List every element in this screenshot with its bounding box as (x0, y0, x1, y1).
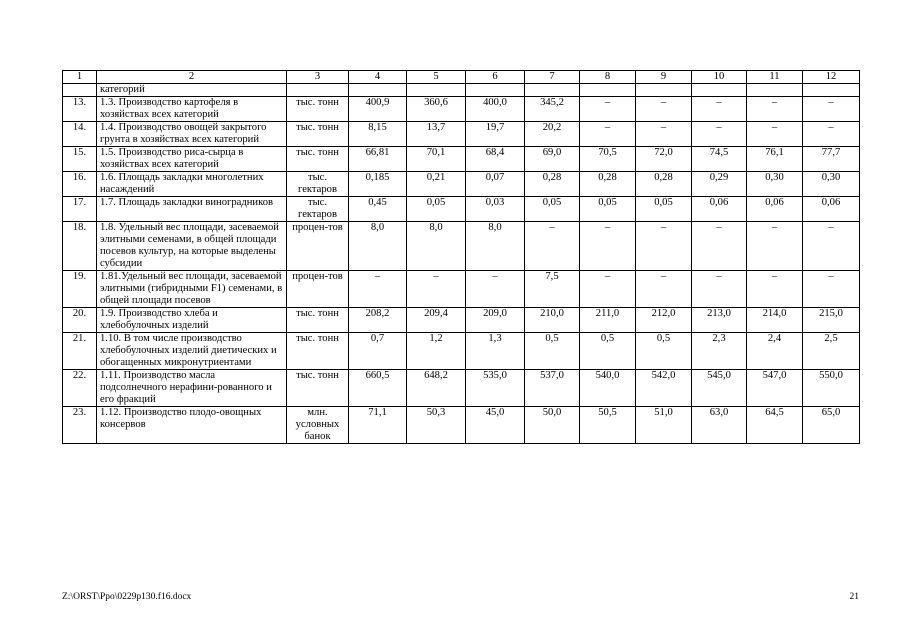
value-cell: – (803, 97, 860, 122)
table-row (63, 370, 860, 407)
value-cell: 65,0 (803, 407, 860, 444)
value-cell: 2,5 (803, 333, 860, 370)
indicator-name: 1.6. Площадь закладки многолетних насаждений (97, 172, 287, 197)
table-cell (63, 84, 97, 97)
indicator-name: 1.10. В том числе производство хлебобулочных изделий диетических и обогащенных микронутриентами (97, 333, 287, 370)
value-cell: 0,7 (349, 333, 407, 370)
value-cell: 7,5 (525, 271, 580, 308)
continuation-row (63, 84, 860, 97)
value-cell: 70,5 (580, 147, 636, 172)
value-cell: 70,1 (407, 147, 466, 172)
value-cell: – (580, 271, 636, 308)
value-cell: 50,5 (580, 407, 636, 444)
table-row (63, 308, 860, 333)
value-cell: 8,0 (349, 222, 407, 271)
value-cell: 19,7 (466, 122, 525, 147)
value-cell: 71,1 (349, 407, 407, 444)
value-cell: 550,0 (803, 370, 860, 407)
value-cell: – (747, 122, 803, 147)
value-cell: – (349, 271, 407, 308)
table-row (63, 147, 860, 172)
value-cell: 1,3 (466, 333, 525, 370)
value-cell: – (692, 97, 747, 122)
value-cell: – (692, 222, 747, 271)
value-cell: 400,0 (466, 97, 525, 122)
value-cell: 74,5 (692, 147, 747, 172)
value-cell: – (692, 271, 747, 308)
table-row (63, 172, 860, 197)
value-cell: 0,185 (349, 172, 407, 197)
header-cell: 4 (349, 71, 407, 84)
value-cell: – (525, 222, 580, 271)
header-cell: 3 (287, 71, 349, 84)
header-cell: 6 (466, 71, 525, 84)
value-cell: 0,05 (580, 197, 636, 222)
unit-cell: тыс. тонн (287, 147, 349, 172)
row-number: 15. (63, 147, 97, 172)
page-number: 21 (849, 592, 859, 602)
indicator-name: 1.81.Удельный вес площади, засеваемой элитными (гибридными F1) семенами, в общей площади посевов (97, 271, 287, 308)
value-cell: 2,4 (747, 333, 803, 370)
value-cell: 69,0 (525, 147, 580, 172)
row-number: 20. (63, 308, 97, 333)
table-row (63, 222, 860, 271)
value-cell: – (747, 97, 803, 122)
value-cell: 72,0 (636, 147, 692, 172)
table-row (63, 407, 860, 444)
header-cell: 7 (525, 71, 580, 84)
value-cell: 0,03 (466, 197, 525, 222)
value-cell: 20,2 (525, 122, 580, 147)
value-cell: 66,81 (349, 147, 407, 172)
header-cell: 5 (407, 71, 466, 84)
table-cell (349, 84, 407, 97)
value-cell: 0,06 (692, 197, 747, 222)
header-cell: 1 (63, 71, 97, 84)
value-cell: 0,06 (747, 197, 803, 222)
value-cell: 208,2 (349, 308, 407, 333)
indicator-name: 1.9. Производство хлеба и хлебобулочных изделий (97, 308, 287, 333)
indicators-table (62, 70, 860, 444)
table-cell (747, 84, 803, 97)
value-cell: 1,2 (407, 333, 466, 370)
table-row (63, 97, 860, 122)
value-cell: – (407, 271, 466, 308)
value-cell: – (466, 271, 525, 308)
value-cell: 8,0 (407, 222, 466, 271)
table-row (63, 122, 860, 147)
value-cell: – (747, 271, 803, 308)
value-cell: 545,0 (692, 370, 747, 407)
value-cell: 64,5 (747, 407, 803, 444)
header-cell: 12 (803, 71, 860, 84)
value-cell: – (692, 122, 747, 147)
value-cell: 0,28 (580, 172, 636, 197)
value-cell: 0,05 (407, 197, 466, 222)
value-cell: 0,5 (580, 333, 636, 370)
header-cell: 10 (692, 71, 747, 84)
value-cell: 0,30 (747, 172, 803, 197)
unit-cell: тыс. тонн (287, 97, 349, 122)
value-cell: 660,5 (349, 370, 407, 407)
value-cell: 537,0 (525, 370, 580, 407)
value-cell: 345,2 (525, 97, 580, 122)
unit-cell: процен-тов (287, 271, 349, 308)
value-cell: – (803, 271, 860, 308)
row-number: 14. (63, 122, 97, 147)
value-cell: 0,07 (466, 172, 525, 197)
value-cell: 8,0 (466, 222, 525, 271)
header-cell: 11 (747, 71, 803, 84)
value-cell: – (636, 222, 692, 271)
table-cell (803, 84, 860, 97)
row-number: 17. (63, 197, 97, 222)
row-number: 23. (63, 407, 97, 444)
row-number: 19. (63, 271, 97, 308)
value-cell: – (636, 271, 692, 308)
value-cell: 360,6 (407, 97, 466, 122)
value-cell: 45,0 (466, 407, 525, 444)
row-number: 13. (63, 97, 97, 122)
value-cell: 213,0 (692, 308, 747, 333)
value-cell: 542,0 (636, 370, 692, 407)
table-cell (580, 84, 636, 97)
continuation-text: категорий (97, 84, 287, 97)
value-cell: 50,3 (407, 407, 466, 444)
value-cell: 0,05 (525, 197, 580, 222)
row-number: 18. (63, 222, 97, 271)
indicator-name: 1.12. Производство плодо-овощных консервов (97, 407, 287, 444)
row-number: 22. (63, 370, 97, 407)
value-cell: 214,0 (747, 308, 803, 333)
table-cell (636, 84, 692, 97)
indicator-name: 1.3. Производство картофеля в хозяйствах всех категорий (97, 97, 287, 122)
value-cell: 0,28 (636, 172, 692, 197)
value-cell: – (803, 222, 860, 271)
unit-cell: тыс. тонн (287, 308, 349, 333)
value-cell: – (580, 122, 636, 147)
value-cell: 0,06 (803, 197, 860, 222)
value-cell: – (636, 97, 692, 122)
value-cell: 400,9 (349, 97, 407, 122)
table-row (63, 197, 860, 222)
value-cell: – (580, 97, 636, 122)
value-cell: 0,5 (525, 333, 580, 370)
footer-file-path: Z:\ORST\Ppo\0229p130.f16.docx (62, 592, 192, 602)
value-cell: 2,3 (692, 333, 747, 370)
value-cell: – (636, 122, 692, 147)
value-cell: 51,0 (636, 407, 692, 444)
value-cell: 210,0 (525, 308, 580, 333)
value-cell: 0,28 (525, 172, 580, 197)
table-cell (525, 84, 580, 97)
value-cell: 540,0 (580, 370, 636, 407)
header-cell: 8 (580, 71, 636, 84)
value-cell: 50,0 (525, 407, 580, 444)
unit-cell: процен-тов (287, 222, 349, 271)
value-cell: 13,7 (407, 122, 466, 147)
value-cell: – (747, 222, 803, 271)
unit-cell: тыс. гектаров (287, 172, 349, 197)
unit-cell: тыс. тонн (287, 333, 349, 370)
header-cell: 2 (97, 71, 287, 84)
row-number: 16. (63, 172, 97, 197)
indicator-name: 1.7. Площадь закладки виноградников (97, 197, 287, 222)
indicator-name: 1.5. Производство риса-сырца в хозяйствах всех категорий (97, 147, 287, 172)
value-cell: 76,1 (747, 147, 803, 172)
unit-cell: млн. условных банок (287, 407, 349, 444)
unit-cell: тыс. гектаров (287, 197, 349, 222)
value-cell: 8,15 (349, 122, 407, 147)
unit-cell: тыс. тонн (287, 122, 349, 147)
value-cell: 211,0 (580, 308, 636, 333)
indicator-name: 1.8. Удельный вес площади, засеваемой элитными семенами, в общей площади посевов культур, на которые выделены субсидии (97, 222, 287, 271)
value-cell: 212,0 (636, 308, 692, 333)
value-cell: 68,4 (466, 147, 525, 172)
value-cell: 0,29 (692, 172, 747, 197)
value-cell: 209,4 (407, 308, 466, 333)
row-number: 21. (63, 333, 97, 370)
table-cell (407, 84, 466, 97)
table-cell (466, 84, 525, 97)
value-cell: 77,7 (803, 147, 860, 172)
value-cell: 535,0 (466, 370, 525, 407)
header-row (63, 71, 860, 84)
value-cell: – (803, 122, 860, 147)
table-row (63, 333, 860, 370)
value-cell: 0,21 (407, 172, 466, 197)
value-cell: 0,30 (803, 172, 860, 197)
value-cell: 547,0 (747, 370, 803, 407)
value-cell: 648,2 (407, 370, 466, 407)
indicator-name: 1.4. Производство овощей закрытого грунта в хозяйствах всех категорий (97, 122, 287, 147)
indicator-name: 1.11. Производство масла подсолнечного нерафини-рованного и его фракций (97, 370, 287, 407)
value-cell: 0,45 (349, 197, 407, 222)
table-cell (692, 84, 747, 97)
unit-cell: тыс. тонн (287, 370, 349, 407)
table-cell (287, 84, 349, 97)
header-cell: 9 (636, 71, 692, 84)
value-cell: – (580, 222, 636, 271)
value-cell: 63,0 (692, 407, 747, 444)
value-cell: 209,0 (466, 308, 525, 333)
value-cell: 215,0 (803, 308, 860, 333)
value-cell: 0,5 (636, 333, 692, 370)
value-cell: 0,05 (636, 197, 692, 222)
table-row (63, 271, 860, 308)
